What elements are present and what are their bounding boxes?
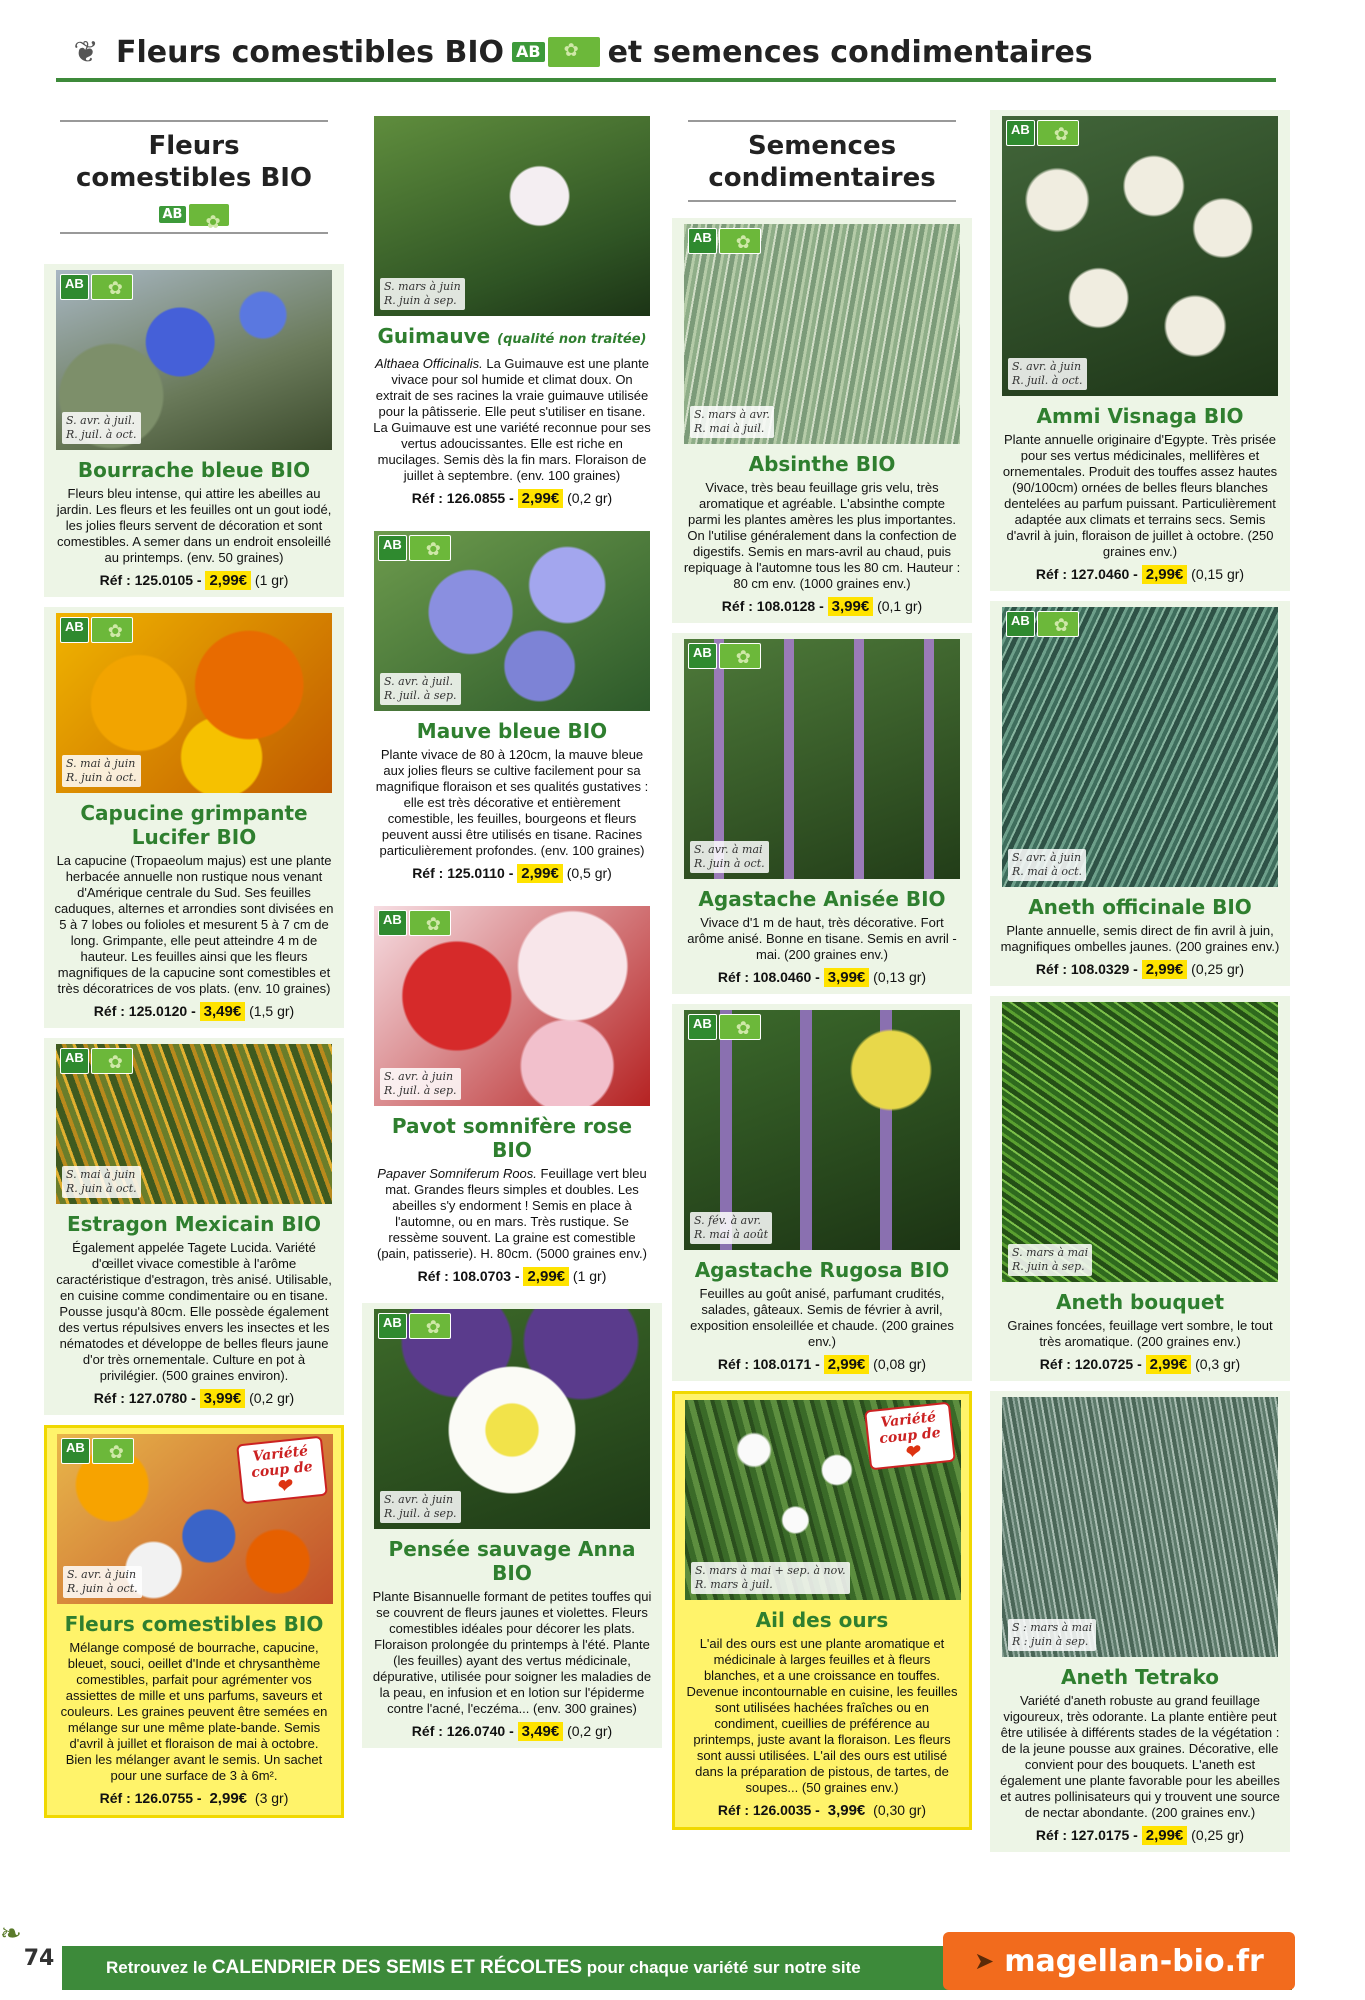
price: 2,99€ (824, 1355, 870, 1374)
ab-badge (60, 274, 133, 300)
product-name (372, 324, 652, 352)
quantity: (0,25 gr) (1191, 961, 1245, 977)
sowing-calendar (380, 673, 461, 705)
product-description: Plante Bisannuelle formant de petites touffes qui se couvrent de fleurs jaunes et violettes. Fleurs comestibles idéales pour décorer les plats. Floraison prolongée du printemps à l'été. Plante (les feuilles) ayant des vertus médicinale, dépurative, utilisée pour soigner les maladies de la peau, en infusion et en lotion sur l'épiderme contre l'acné, l'eczéma... (env. 300 graines) (372, 1589, 652, 1716)
quantity: (0,08 gr) (873, 1356, 927, 1372)
product-photo (57, 1434, 333, 1604)
product-card-guimauve[interactable] (362, 110, 662, 515)
website-link[interactable] (943, 1932, 1295, 1990)
column-semences-condimentaires (672, 110, 972, 1840)
sowing-calendar (1008, 849, 1086, 881)
product-card-ail-des-ours[interactable] (672, 1391, 972, 1830)
product-description: Plante annuelle originaire d'Egypte. Très prisée pour ses vertus médicinales, mellifères et ornementales. Produit des touffes assez hautes (90/100cm) ornées de belles fleurs blanches dentelées au parfum puissant. Particulièrement adaptée aux climats et terrains secs. Semis d'avril à juin, floraison de juillet à octobre. (250 graines env.) (1002, 432, 1278, 559)
product-card-bourrache[interactable] (44, 264, 344, 597)
product-card-mauve[interactable] (362, 525, 662, 890)
ab-label: AB (60, 274, 89, 300)
ab-label: AB (512, 42, 545, 62)
price: 2,99€ (523, 1267, 569, 1286)
product-description: Plante vivace de 80 à 120cm, la mauve bleue aux jolies fleurs se cultive facilement pour sa magnifique floraison et ses qualités gustatives : elle est très décorative et entièrement comestible, les feuilles, bourgeons et fleurs peuvent aussi être utilisés en tisane. Racines particulièrement profondes. (env. 100 graines) (375, 747, 649, 858)
eu-organic-logo (409, 910, 451, 936)
description-text: La Guimauve est une plante vivace pour sol humide et climat doux. On extrait de ses racines la vraie guimauve utilisée pour la pâtisserie. Elle peut s'utiliser en tisane. La Guimauve est une variété reconnue pour ses vertus adoucissantes. Elle est riche en mucilages. Semis dès la fin mars. Floraison de juillet à septembre. (env. 100 graines) (373, 356, 651, 483)
price: 3,99€ (828, 597, 874, 616)
title-part1: Fleurs comestibles BIO (116, 34, 504, 70)
eu-organic-logo (91, 274, 133, 300)
ref-code: Réf : 108.0171 - (717, 1356, 820, 1372)
product-description: Également appelée Tagete Lucida. Variété d'œillet vivace comestible à l'arôme caractéristique d'estragon, très anisé. Utilisable, en cuisine comme condimentaire ou en tisane. Pousse jusqu'à 80cm. Elle possède également des vertus répulsives envers les insectes et les nématodes et développe de belles fleurs jaune d'or très ornementale. Culture en pot à privilégier. (500 graines environ). (56, 1240, 332, 1383)
product-description: Mélange composé de bourrache, capucine, bleuet, souci, oeillet d'Inde et chrysanthème comestibles, parfait pour agrémenter vos assiettes de mille et uns parfums, saveurs et couleurs. Les graines peuvent être semées en mélange sur une même plate-bande. Semis d'avril à juillet et floraison de mai à octobre. Bien les mélanger avant le semis. Un sachet pour une surface de 3 à 6m². (60, 1640, 328, 1783)
column-2 (362, 110, 662, 1758)
harvest-dates: R. juil. à sep. (384, 1507, 457, 1520)
product-name: Agastache Rugosa BIO (694, 1258, 950, 1282)
harvest-dates: R. juin à oct. (694, 857, 765, 870)
harvest-dates: R. juil. à oct. (1012, 374, 1083, 387)
quantity: (0,3 gr) (1195, 1356, 1241, 1372)
product-name: Pavot somnifère rose BIO (391, 1114, 633, 1162)
heart-icon: ❤ (275, 1475, 293, 1498)
sowing-calendar (380, 1491, 461, 1523)
ab-label: AB (159, 206, 187, 223)
price: 2,99€ (205, 571, 251, 590)
product-description: L'ail des ours est une plante aromatique et médicinale à larges feuilles et à fleurs blanches, et a une croissance en touffes. Devenue incontournable en cuisine, les feuilles sont utilisées hachées fraîches ou en condiment, cueillies de préférence au printemps, juste avant la floraison. Les fleurs sont aussi utilisées. L'ail des ours est utilisé dans la préparation de pistous, de tartes, de soupes... (50 graines env.) (686, 1636, 958, 1795)
ab-badge (688, 1014, 761, 1040)
price: 3,49€ (518, 1722, 564, 1741)
product-description: Feuilles au goût anisé, parfumant crudités, salades, gâteaux. Semis de février à avril, exposition ensoleillée et chaude. (200 graines env.) (690, 1286, 954, 1349)
price: 2,99€ (1142, 960, 1188, 979)
sowing-calendar (690, 1212, 772, 1244)
ab-label: AB (378, 535, 407, 561)
price: 3,49€ (200, 1002, 246, 1021)
ab-logo (159, 204, 230, 226)
product-photo (56, 613, 332, 793)
harvest-dates: R. mars à juil. (695, 1578, 773, 1591)
product-photo (684, 1010, 960, 1250)
price: 3,99€ (827, 1802, 866, 1819)
footer-text (106, 1957, 861, 1979)
sow-dates: S. avr. à juin (67, 1568, 137, 1581)
sow-dates: S. mars à mai + sep. à nov. (695, 1564, 846, 1577)
price: 2,99€ (1142, 565, 1188, 584)
product-ref-line (1000, 961, 1280, 978)
product-name: Ammi Visnaga BIO (1036, 404, 1244, 428)
eu-organic-logo (719, 1014, 761, 1040)
price: 2,99€ (1146, 1355, 1192, 1374)
quantity: (3 gr) (254, 1790, 289, 1806)
product-photo (374, 116, 650, 316)
harvest-dates: R. juin à oct. (66, 771, 137, 784)
eu-organic-logo (92, 1438, 134, 1464)
quantity: (0,13 gr) (873, 969, 927, 985)
product-card-agastache-rugosa[interactable] (672, 1004, 972, 1381)
sow-dates: S. mars à avr. (694, 408, 770, 421)
harvest-dates: R. juil. à oct. (66, 428, 137, 441)
badge-line2: coup de (878, 1424, 942, 1448)
description-text: Feuillage vert bleu mat. Grandes fleurs simples et doubles. Les abeilles s'y endorment ! Semis en place à l'automne, ou en mars. Très rustique. Se ressème souvent. La graine est comestible (pain, patisserie). H. 80cm. (5000 graines env.) (377, 1166, 647, 1261)
sow-dates: S. avr. à mai (694, 843, 763, 856)
sow-dates: S. avr. à juin (1012, 851, 1082, 864)
quantity: (0,30 gr) (873, 1802, 927, 1818)
sowing-calendar (63, 1566, 142, 1598)
product-card-aneth-tetrako[interactable] (990, 1391, 1290, 1852)
product-description: La capucine (Tropaeolum majus) est une plante herbacée annuelle non rustique nous venant d'Amérique centrale du Sud. Ses feuilles caduques, alternes et arrondies sont divisées en 5 à 7 lobes ou folioles et mesurent 5 à 7 cm de long. Grimpante, elle peut atteindre 4 m de hauteur. Les feuilles ainsi que les fleurs magnifiques de la capucine sont comestibles et très décoratrices de vos plats. (env. 10 graines) (54, 853, 334, 996)
product-name: Absinthe BIO (748, 452, 896, 476)
eu-organic-logo (91, 617, 133, 643)
ref-code: Réf : 108.0460 - (717, 969, 820, 985)
ab-label: AB (1006, 611, 1035, 637)
product-name: Pensée sauvage Anna BIO (388, 1537, 636, 1585)
product-card-aneth-bouquet[interactable] (990, 996, 1290, 1381)
product-photo (374, 531, 650, 711)
product-photo (1002, 1002, 1278, 1282)
product-photo (684, 224, 960, 444)
sow-dates: S. avr. à juil. (66, 414, 136, 427)
ab-badge (378, 910, 451, 936)
quantity: (1,5 gr) (249, 1003, 295, 1019)
product-name: Agastache Anisée BIO (698, 887, 946, 911)
ref-code: Réf : 127.0460 - (1035, 566, 1138, 582)
harvest-dates: R : juin à sep. (1012, 1635, 1089, 1648)
product-card-aneth-officinale[interactable] (990, 601, 1290, 986)
product-name: Ail des ours (755, 1608, 889, 1632)
product-photo (56, 270, 332, 450)
product-ref-line (1000, 566, 1280, 583)
product-card-absinthe[interactable] (672, 218, 972, 623)
product-description: Fleurs bleu intense, qui attire les abeilles au jardin. Les fleurs et les feuilles ont un gout iodé, les jolies fleurs servent de décoration et sont comestibles. A semer dans un endroit ensoleillé au printemps. (env. 50 graines) (56, 486, 332, 565)
footer-text-pre: Retrouvez le (106, 1958, 208, 1977)
product-ref-line (54, 572, 334, 589)
product-name: Capucine grimpante Lucifer BIO (80, 801, 308, 849)
product-ref-line (372, 1268, 652, 1285)
eu-organic-logo (409, 1313, 451, 1339)
latin-name: Papaver Somniferum Roos. (377, 1166, 537, 1181)
product-photo (685, 1400, 961, 1600)
ref-code: Réf : 126.0755 - (99, 1790, 202, 1806)
sowing-calendar (1008, 358, 1087, 390)
harvest-dates: R. mai à août (694, 1228, 769, 1241)
quantity: (0,5 gr) (566, 865, 612, 881)
product-description: Vivace, très beau feuillage gris velu, très aromatique et agréable. L'absinthe compte parmi les plantes amères les plus importantes. On l'utilise généralement dans la confection de digestifs. Semis en mars-avril au chaud, puis repiquage à l'automne tous les 80 cm. Hauteur : 80 cm env. (1000 graines env.) (683, 480, 961, 591)
ab-label: AB (378, 1313, 407, 1339)
sow-dates: S. mai à juin (66, 757, 136, 770)
ab-badge (60, 617, 133, 643)
product-card-pensee[interactable] (362, 1303, 662, 1748)
quantity: (0,2 gr) (567, 490, 613, 506)
quantity: (1 gr) (572, 1268, 607, 1284)
product-ref-line (685, 1802, 959, 1819)
seedling-icon: ❦ (73, 35, 99, 69)
ab-badge (378, 1313, 451, 1339)
ab-label: AB (378, 910, 407, 936)
ref-code: Réf : 108.0703 - (417, 1268, 520, 1284)
harvest-dates: R. juin à oct. (67, 1582, 138, 1595)
title-part2: et semences condimentaires (607, 34, 1093, 70)
product-photo (1002, 1397, 1278, 1657)
ab-badge (1006, 611, 1079, 637)
ab-label: AB (688, 643, 717, 669)
eu-organic-logo (1037, 611, 1079, 637)
product-photo (684, 639, 960, 879)
sowing-calendar (1008, 1244, 1092, 1276)
eu-organic-logo (91, 1048, 133, 1074)
ab-badge (61, 1438, 134, 1464)
sowing-calendar (380, 1068, 461, 1100)
eu-organic-logo (189, 204, 229, 226)
badge-line1: Variété (251, 1443, 309, 1465)
harvest-dates: R. juin à sep. (384, 294, 457, 307)
ab-label: AB (1006, 120, 1035, 146)
page-title (116, 35, 1093, 70)
sow-dates: S : mars à mai (1012, 1621, 1093, 1634)
sow-dates: S. mai à juin (66, 1168, 136, 1181)
product-ref-line (372, 865, 652, 882)
sow-dates: S. mars à mai (1012, 1246, 1089, 1259)
ref-code: Réf : 126.0035 - (717, 1802, 820, 1818)
product-ref-line (54, 1003, 334, 1020)
ref-code: Réf : 126.0740 - (411, 1723, 514, 1739)
sowing-calendar (62, 412, 141, 444)
eu-organic-logo (1037, 120, 1079, 146)
favorite-variety-badge (864, 1402, 956, 1471)
product-ref-line (54, 1390, 334, 1407)
product-ref-line (1000, 1827, 1280, 1844)
sow-dates: S. avr. à juin (384, 1493, 454, 1506)
column-fleurs-comestibles (44, 110, 344, 1828)
product-card-ammi[interactable] (990, 110, 1290, 591)
page-number: 74 (23, 1946, 55, 1971)
badge-line2: coup de (250, 1458, 314, 1482)
section-title-text: Fleurs comestibles BIO (75, 131, 313, 193)
product-ref-line (682, 1356, 962, 1373)
price: 3,99€ (200, 1389, 246, 1408)
ref-code: Réf : 127.0175 - (1035, 1827, 1138, 1843)
sowing-calendar (690, 406, 774, 438)
ref-code: Réf : 125.0110 - (412, 865, 514, 881)
sowing-calendar (1008, 1619, 1096, 1651)
product-photo (1002, 116, 1278, 396)
product-photo (56, 1044, 332, 1204)
product-description: Vivace d'1 m de haut, très décorative. Fort arôme anisé. Bonne en tisane. Semis en avril - mai. (200 graines env.) (687, 915, 957, 962)
latin-name: Althaea Officinalis. (375, 356, 483, 371)
product-card-fleurs-mix[interactable] (44, 1425, 344, 1818)
harvest-dates: R. juil. à sep. (384, 689, 457, 702)
sowing-calendar (690, 841, 769, 873)
product-name: Mauve bleue BIO (416, 719, 608, 743)
ab-label: AB (688, 1014, 717, 1040)
leaf-decoration-icon: ❧ (0, 1918, 22, 1948)
quantity: (0,15 gr) (1191, 566, 1245, 582)
sowing-calendar (62, 1166, 141, 1198)
ab-badge (378, 535, 451, 561)
quantity: (0,2 gr) (567, 1723, 613, 1739)
sowing-calendar (62, 755, 141, 787)
ref-code: Réf : 120.0725 - (1039, 1356, 1142, 1372)
footer-text-post: pour chaque variété sur notre site (586, 1958, 861, 1977)
product-ref-line (57, 1790, 331, 1807)
product-photo (374, 1309, 650, 1529)
website-url: magellan-bio.fr (1004, 1943, 1264, 1979)
sow-dates: S. avr. à juin (384, 1070, 454, 1083)
footer-text-highlight: CALENDRIER DES SEMIS ET RÉCOLTES (211, 1957, 583, 1978)
page-header (56, 26, 1276, 82)
heart-icon: ❤ (903, 1441, 921, 1464)
product-description: Graines foncées, feuillage vert sombre, le tout très aromatique. (200 graines env.) (1007, 1318, 1273, 1349)
sow-dates: S. fév. à avr. (694, 1214, 761, 1227)
ab-label: AB (61, 1438, 90, 1464)
harvest-dates: R. juil. à sep. (384, 1084, 457, 1097)
column-4 (990, 110, 1290, 1862)
badge-line1: Variété (879, 1409, 937, 1431)
sow-dates: S. mars à juin (384, 280, 461, 293)
product-name-text: Guimauve (377, 324, 491, 348)
cursor-arrow-icon: ➤ (974, 1947, 995, 1975)
ab-logo (512, 37, 600, 67)
section-title-fleurs (60, 120, 328, 234)
product-description: Plante annuelle, semis direct de fin avril à juin, magnifiques ombelles jaunes. (200 graines env.) (1000, 923, 1280, 954)
ab-label: AB (688, 228, 717, 254)
sowing-calendar (380, 278, 465, 310)
product-name: Fleurs comestibles BIO (64, 1612, 324, 1636)
product-ref-line (682, 969, 962, 986)
ab-badge (1006, 120, 1079, 146)
quantity: (0,1 gr) (877, 598, 923, 614)
price: 2,99€ (209, 1790, 248, 1807)
quantity: (0,25 gr) (1191, 1827, 1245, 1843)
product-ref-line (372, 490, 652, 507)
ref-code: Réf : 108.0128 - (721, 598, 824, 614)
price: 3,99€ (824, 968, 870, 987)
ref-code: Réf : 108.0329 - (1035, 961, 1138, 977)
section-title-semences (688, 120, 956, 202)
quantity: (0,2 gr) (249, 1390, 295, 1406)
section-title-text: Semences condimentaires (708, 131, 936, 193)
ab-label: AB (60, 1048, 89, 1074)
product-ref-line (372, 1723, 652, 1740)
favorite-variety-badge (236, 1436, 328, 1505)
price: 2,99€ (517, 864, 563, 883)
ab-badge (688, 228, 761, 254)
sowing-calendar (691, 1562, 850, 1594)
ab-label: AB (60, 617, 89, 643)
product-name: Bourrache bleue BIO (77, 458, 311, 482)
product-name: Aneth Tetrako (1060, 1665, 1220, 1689)
product-description: Variété d'aneth robuste au grand feuillage vigoureux, très odorante. La plante entière peut être utilisée à différents stades de la végétation : de la jeune pousse aux graines. Décorative, elle convient pour des bouquets. L'aneth est également une plante favorable pour les abeilles et autres pollinisateurs qui y trouvent une source de nectar abondante. (200 graines env.) (1000, 1693, 1280, 1820)
product-name: Estragon Mexicain BIO (66, 1212, 322, 1236)
eu-organic-logo (719, 228, 761, 254)
sow-dates: S. avr. à juil. (384, 675, 454, 688)
ab-badge (60, 1048, 133, 1074)
product-name: Aneth bouquet (1055, 1290, 1225, 1314)
product-qualifier: (qualité non traitée) (497, 332, 647, 347)
ref-code: Réf : 127.0780 - (93, 1390, 196, 1406)
eu-organic-logo (548, 37, 600, 67)
ref-code: Réf : 125.0120 - (93, 1003, 196, 1019)
ref-code: Réf : 126.0855 - (411, 490, 514, 506)
ref-code: Réf : 125.0105 - (99, 572, 202, 588)
product-card-pavot[interactable] (362, 900, 662, 1293)
harvest-dates: R. juin à oct. (66, 1182, 137, 1195)
price: 2,99€ (518, 489, 564, 508)
product-description (372, 1166, 652, 1262)
product-card-capucine[interactable] (44, 607, 344, 1028)
eu-organic-logo (409, 535, 451, 561)
product-description (372, 356, 652, 484)
harvest-dates: R. mai à oct. (1012, 865, 1083, 878)
product-photo (1002, 607, 1278, 887)
product-card-agastache-anisee[interactable] (672, 633, 972, 994)
product-ref-line (1000, 1356, 1280, 1373)
harvest-dates: R. juin à sep. (1012, 1260, 1085, 1273)
product-photo (374, 906, 650, 1106)
harvest-dates: R. mai à juil. (694, 422, 765, 435)
sow-dates: S. avr. à juin (1012, 360, 1082, 373)
quantity: (1 gr) (254, 572, 289, 588)
product-card-estragon[interactable] (44, 1038, 344, 1415)
product-name: Aneth officinale BIO (1028, 895, 1252, 919)
ab-badge (688, 643, 761, 669)
eu-organic-logo (719, 643, 761, 669)
price: 2,99€ (1142, 1826, 1188, 1845)
product-ref-line (682, 598, 962, 615)
page-footer (0, 1918, 1365, 2000)
